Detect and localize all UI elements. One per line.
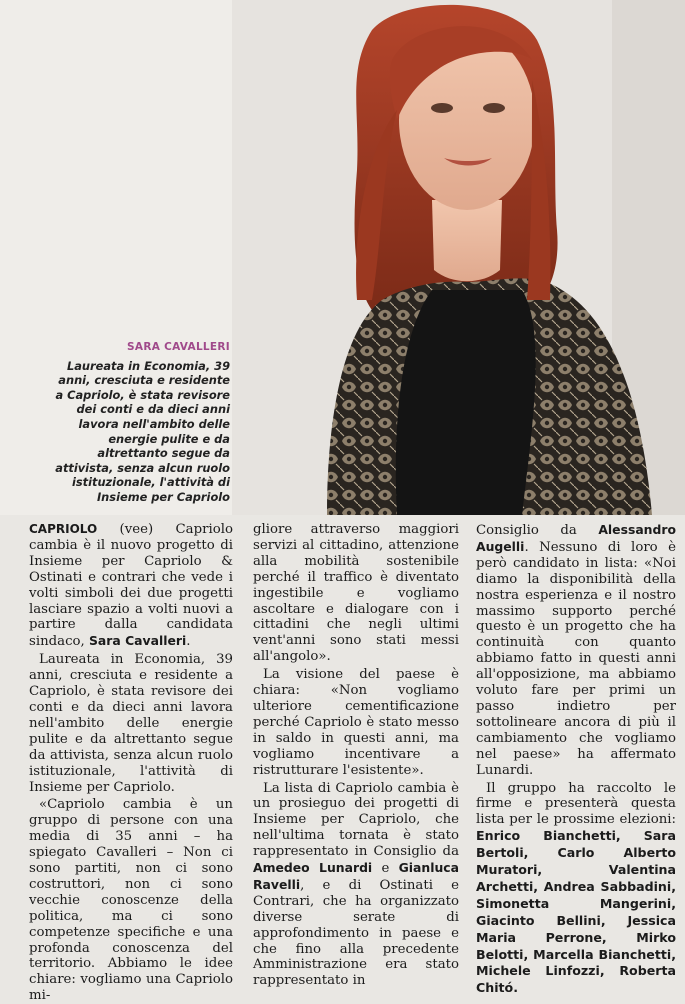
candidate-name: Sara Cavalleri: [89, 633, 187, 649]
caption-name: SARA CAVALLERI: [127, 341, 230, 353]
paragraph-text: Consiglio da: [476, 523, 599, 538]
caption-text: Laureata in Economia, 39 anni, cresciuta e residente a Capriolo, è stata revisore dei conti e da dieci anni lavora nell'ambito delle energie pulite e da altrettanto segue da attivista, senza alcun ruolo istituzionale, l'attività di Insieme per Capriolo: [55, 358, 230, 504]
paragraph-text: .: [186, 634, 191, 650]
photo-caption: [52, 340, 230, 505]
paragraph: [29, 522, 233, 650]
paragraph-text: , e di Ostinati e Contrari, che ha organizzato diverse serate di approfondimento in paese e che fino alla precedente Amministrazione era stato rappresentato in: [253, 877, 459, 989]
person-name: Alessandro Augelli: [476, 522, 676, 554]
paragraph: [476, 522, 676, 779]
article-column-3: [476, 522, 676, 997]
article-column-1: [29, 522, 233, 1004]
paragraph: La visione del paese è chiara: «Non vogliamo ulteriore cementificazione perché Capriolo è stato messo in saldo in questi anni, ma vogliamo incentivare a ristrutturare l'esistente».: [253, 667, 459, 778]
paragraph: Laureata in Economia, 39 anni, cresciuta e residente a Capriolo, è stata revisore dei conti e da dieci anni lavora nell'ambito delle energie pulite e da altrettanto segue da attivista, senza alcun ruolo istituzionale, l'attività di Insieme per Capriolo.: [29, 652, 233, 795]
paragraph: [253, 781, 459, 990]
paragraph: «Capriolo cambia è un gruppo di persone con una media di 35 anni – ha spiegato Cavalleri – Non ci sono partiti, non ci sono costruttori, non ci sono vecchie conoscenze della politica, ma ci sono competenze specifiche e una profonda conoscenza del territorio. Abbiamo le idee chiare: vogliamo una Capriolo mi-: [29, 797, 233, 1004]
paragraph-text: Il gruppo ha raccolto le firme e presenterà questa lista per le prossime elezioni:: [476, 780, 676, 828]
paragraph-text: La lista di Capriolo cambia è un prosieguo dei progetti di Insieme per Capriolo, che nell'ultima tornata è stato rappresentato in Consiglio da: [253, 780, 459, 860]
portrait-photo: [232, 0, 685, 515]
paragraph-text: e: [372, 861, 399, 877]
paragraph-text: (vee) Capriolo cambia è il nuovo progetto di Insieme per Capriolo & Ostinati e contrari che vede i volti simboli dei due progetti lasciare spazio a volti nuovi a partire dalla candidata sindaco,: [29, 522, 233, 650]
portrait-illustration: [232, 0, 685, 515]
article-column-2: [253, 522, 459, 989]
paragraph: gliore attraverso maggiori servizi al cittadino, attenzione alla mobilità sostenibile perché il traffico è diventato ingestibile e vogliamo ascoltare e dialogare con i cittadini che negli ultimi vent'anni sono stati messi all'angolo».: [253, 522, 459, 665]
paragraph: [476, 781, 676, 998]
dateline: CAPRIOLO: [29, 522, 98, 536]
person-name: Gianluca Ravelli: [253, 860, 459, 892]
candidate-list: Enrico Bianchetti, Sara Bertoli, Carlo Alberto Muratori, Valentina Archetti, Andrea Sabbadini, Simonetta Mangerini, Giacinto Bellini, Jessica Maria Perrone, Mirko Belotti, Marcella Bianchetti, Michele Linfozzi, Roberta Chitó.: [476, 828, 676, 996]
paragraph-text: . Nessuno di loro è però candidato in lista: «Noi diamo la disponibilità della nostra esperienza e il nostro massimo supporto perché questo è un progetto che ha continuità con quanto abbiamo fatto in questi anni all'opposizione, ma abbiamo voluto fare per primi un passo indietro per sottolineare ancora di più il cambiamento che vogliamo nel paese» ha affermato Lunardi.: [476, 539, 676, 778]
person-name: Amedeo Lunardi: [253, 860, 373, 876]
